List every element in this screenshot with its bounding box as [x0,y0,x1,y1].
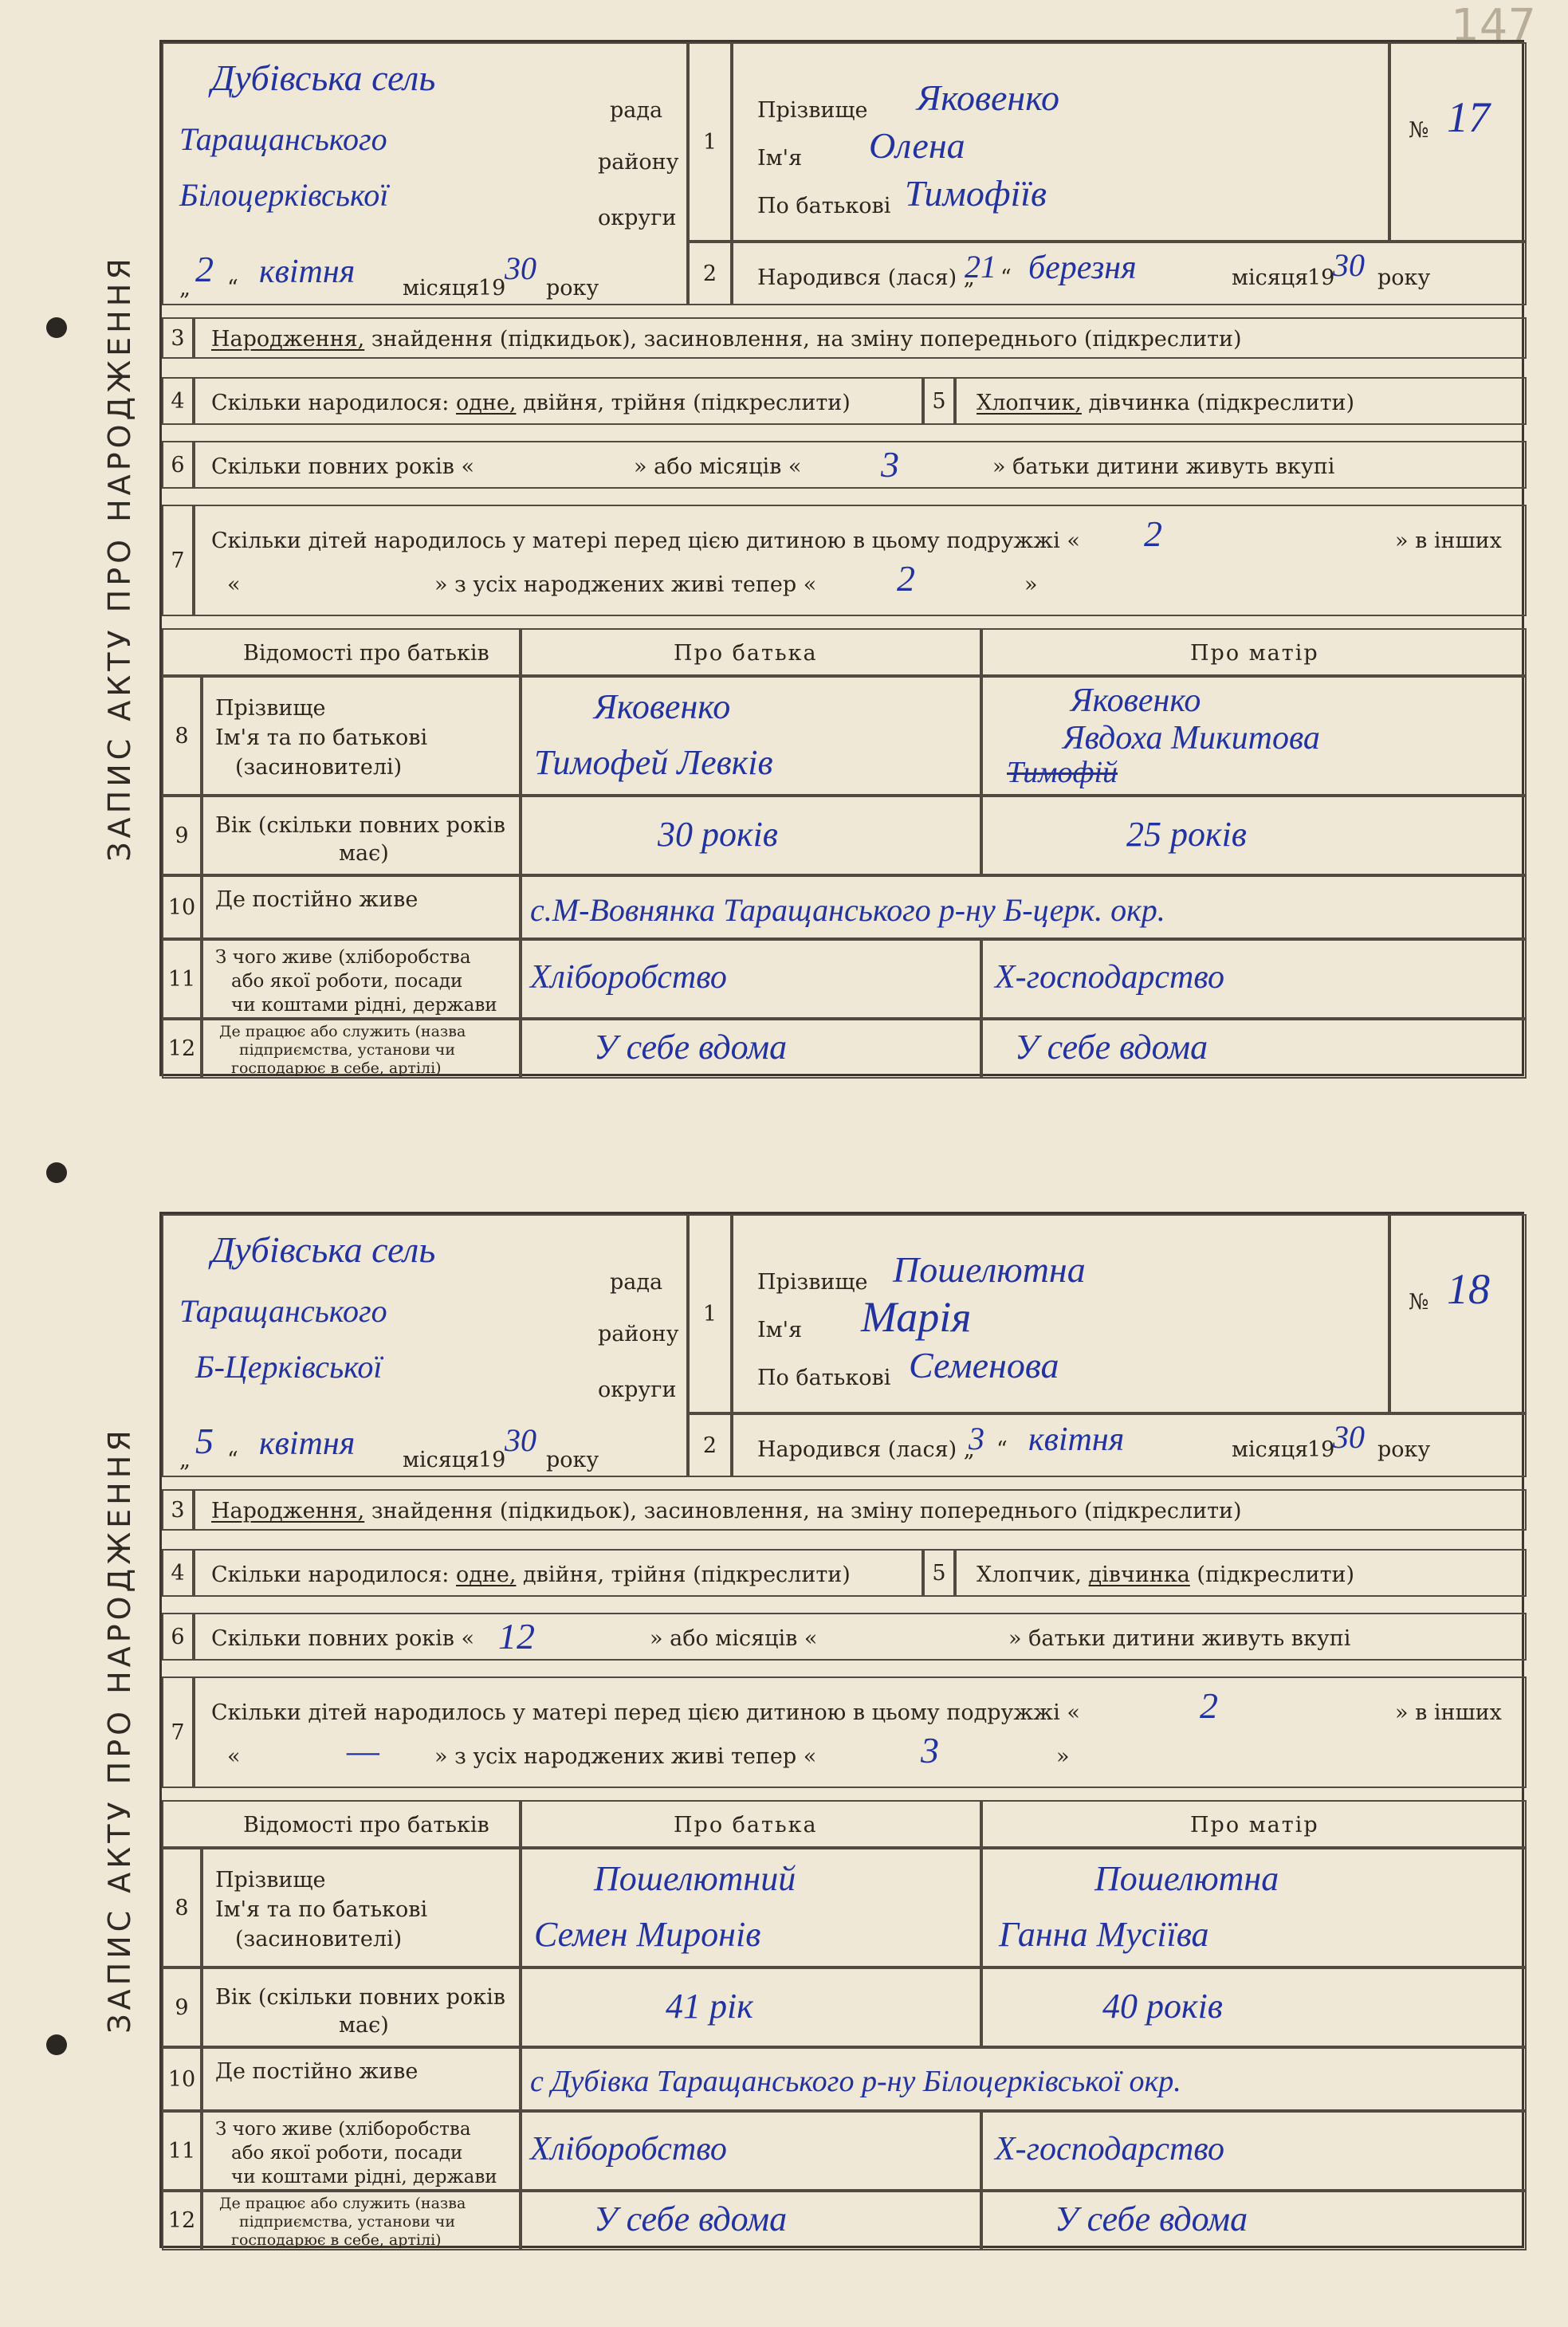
row-number: 6 [162,441,194,489]
mother-living-cell [981,939,1527,1019]
row-6 [194,441,1527,489]
row-number: 1 [688,42,732,242]
father-name-value: Семен Миронів [534,1915,761,1954]
row-10-label [202,875,521,939]
r12-l2: підприємства, установи чи [239,1041,455,1059]
row-7-line-1: Скільки дітей народилось у матері перед цією дитиною в цьому подружжі « [211,1700,1080,1725]
row-4 [194,1549,923,1597]
boy-option: Хлопчик, [977,1562,1082,1587]
okruha-label: округи [598,1378,677,1402]
r8-l3: (засиновителі) [235,1927,403,1952]
row-number: 6 [162,1613,194,1661]
row-9-label [202,1967,521,2047]
row-11-label [202,939,521,1019]
father-work-cell [521,1019,981,1079]
row-6-prefix: Скільки повних років « [211,454,475,479]
father-work-value: У себе вдома [594,2199,788,2239]
row-number: 12 [162,2191,202,2250]
mother-age-cell [981,1967,1527,2047]
patronymic-label: По батькові [757,1366,891,1390]
row-number: 11 [162,939,202,1019]
reg-month-value: квітня [259,254,356,290]
row-number: 5 [923,1549,955,1597]
r11-l2: або якої роботи, посади [231,2143,463,2164]
father-header: Про батька [674,1813,818,1838]
row-12-label [202,2191,521,2250]
name-value: Олена [869,125,965,166]
record-number-label: № [1409,118,1429,143]
record-number-value: 18 [1447,1265,1490,1313]
r12-l3: господарює в себе, артілі) [231,2231,442,2249]
council-value: Дубівська сель [211,57,436,98]
row-6-middle: » або місяців « [634,454,802,479]
reg-day-value: 2 [195,249,214,289]
row-number: 2 [688,242,732,305]
row-number: 10 [162,875,202,939]
row-9-label [202,796,521,875]
council-value: Дубівська сель [211,1229,436,1270]
one-child-underlined: одне, [455,1562,517,1587]
girl-underlined: дівчинка [1088,1562,1190,1587]
row-6-suffix: » батьки дитини живуть вкупі [1008,1626,1351,1651]
father-header-cell [521,1800,981,1848]
reg-year-label: року [546,1448,599,1472]
rayon-label: району [598,1322,679,1346]
region-value: Б-Церківської [195,1349,383,1385]
row-number: 9 [162,1967,202,2047]
father-name-value: Тимофей Левків [534,743,773,782]
row-7-line-2-mid: » з усіх народжених живі тепер « [434,572,817,597]
birth-month-value: квітня [1028,1421,1125,1458]
father-age-cell [521,1967,981,2047]
months-together-value: 3 [881,444,899,485]
row-number: 12 [162,1019,202,1079]
surname-value: Пошелютна [893,1249,1086,1290]
r10-label: Де постійно живе [215,2059,419,2084]
mother-header-cell [981,628,1527,676]
row-4-prefix: Скільки народилося: [211,1562,450,1587]
row-3-text [211,1500,1242,1522]
mother-name-struck: Тимофій [1007,756,1118,789]
row-7-open: « [227,572,241,597]
punch-hole-icon [46,1162,67,1183]
one-child-underlined: одне, [455,391,517,415]
mother-work-value: У себе вдома [1055,2199,1248,2239]
birth-day-close: “ [996,1437,1008,1462]
row-4-prefix: Скільки народилося: [211,391,450,415]
row-3-rest: знайдення (підкидьок), засиновлення, на зміну попереднього (підкреслити) [371,327,1242,352]
row-6-suffix: » батьки дитини живуть вкупі [992,454,1335,479]
row-5-text [977,392,1354,414]
row-7-line-1: Скільки дітей народилось у матері перед цією дитиною в цьому подружжі « [211,529,1080,553]
r11-l1: З чого живе (хліборобства [215,947,471,968]
father-surname-value: Яковенко [594,687,731,726]
row-5 [955,1549,1527,1597]
reg-year-value: 30 [505,1422,536,1458]
born-label: Народився (лася) „ [757,265,975,290]
r12-l3: господарює в себе, артілі) [231,1059,442,1077]
reg-date-close: “ [227,1448,238,1472]
r12-l1: Де працює або служить (назва [219,1023,466,1040]
name-label: Ім'я [757,1318,803,1342]
name-label: Ім'я [757,146,803,171]
r8-l2: Ім'я та по батькові [215,725,428,750]
district-value: Таращанського [179,121,387,157]
mother-age-cell [981,796,1527,875]
event-birth-underlined: Народження, [211,327,365,352]
row-7-line-1-end: » в інших [1395,529,1502,553]
residence-cell [521,875,1527,939]
row-number: 8 [162,1848,202,1967]
name-box [732,1214,1389,1413]
r11-l2: або якої роботи, посади [231,971,463,992]
father-age-value: 30 років [658,815,778,854]
r9-l1: Вік (скільки повних років [215,1985,505,2010]
patronymic-label: По батькові [757,194,891,218]
reg-date-open: „ [179,276,191,301]
r10-label: Де постійно живе [215,887,419,912]
mother-living-value: Х-господарство [995,959,1225,996]
row-4-rest: двійня, трійня (підкреслити) [523,391,851,415]
side-title [80,40,159,1076]
mother-age-value: 25 років [1126,815,1247,854]
birth-month-label: місяця [1232,1437,1309,1462]
name-value: Марія [861,1293,972,1341]
side-title [80,1212,159,2248]
father-age-cell [521,796,981,875]
surname-label: Прізвище [757,1270,868,1295]
mother-living-cell [981,2111,1527,2191]
row-4 [194,377,923,425]
reg-month-label: місяця [403,1448,480,1472]
father-header-cell [521,628,981,676]
father-name-cell [521,1848,981,1967]
father-age-value: 41 рік [666,1987,753,2026]
r9-l2: має) [339,2013,389,2038]
mother-name-cell [981,676,1527,796]
punch-hole-icon [46,317,67,338]
row-6 [194,1613,1527,1661]
registration-box [162,1214,688,1477]
birth-date-box [732,1413,1527,1477]
row-number: 10 [162,2047,202,2111]
birth-day-close: “ [1000,265,1012,290]
record-number-box [1389,1214,1527,1413]
r8-l1: Прізвище [215,1868,326,1893]
reg-year-value: 30 [505,250,536,286]
row-number: 1 [688,1214,732,1413]
row-5-suffix: (підкреслити) [1197,391,1355,415]
row-number: 3 [162,317,194,359]
r9-l1: Вік (скільки повних років [215,813,505,838]
mother-name-cell [981,1848,1527,1967]
row-8-label [202,1848,521,1967]
reg-date-open: „ [179,1448,191,1472]
event-birth-underlined: Народження, [211,1499,365,1523]
reg-year-label: року [546,276,599,301]
reg-year-prefix: 19 [478,1448,506,1472]
surname-label: Прізвище [757,98,868,123]
mother-age-value: 40 років [1102,1987,1223,2026]
birth-year-label: року [1377,265,1431,290]
boy-underlined: Хлопчик, [977,391,1082,415]
row-7-line-2-mid: » з усіх народжених живі тепер « [434,1744,817,1769]
parents-header: Відомості про батьків [243,1813,489,1838]
row-number: 3 [162,1489,194,1531]
rayon-label: району [598,150,679,175]
birth-year-prefix: 19 [1307,1437,1335,1462]
mother-work-cell [981,1019,1527,1079]
father-name-cell [521,676,981,796]
mother-living-value: Х-господарство [995,2131,1225,2168]
birth-date-box [732,242,1527,305]
record-number-label: № [1409,1290,1429,1315]
row-3 [194,317,1527,359]
row-7 [194,1676,1527,1788]
row-4-rest: двійня, трійня (підкреслити) [523,1562,851,1587]
residence-cell [521,2047,1527,2111]
mother-header: Про матір [1190,641,1319,666]
birth-year-prefix: 19 [1307,265,1335,290]
birth-year-value: 30 [1333,247,1365,283]
row-5-text [977,1564,1354,1586]
father-work-value: У себе вдома [594,1028,788,1067]
birth-record-17 [80,40,1524,1076]
row-6-prefix: Скільки повних років « [211,1626,475,1651]
prior-children-other-value: — [347,1730,379,1771]
r8-l2: Ім'я та по батькові [215,1897,428,1922]
row-number: 5 [923,377,955,425]
row-5 [955,377,1527,425]
born-label: Народився (лася) „ [757,1437,975,1462]
row-11-label [202,2111,521,2191]
r12-l2: підприємства, установи чи [239,2213,455,2231]
living-children-value: 3 [921,1730,939,1771]
mother-header-cell [981,1800,1527,1848]
record-number-value: 17 [1447,93,1490,141]
residence-value: с Дубівка Таращанського р-ну Білоцерківської окр. [530,2065,1181,2098]
row-4-text [211,392,851,414]
row-10-label [202,2047,521,2111]
okruha-label: округи [598,206,677,230]
birth-day-value: 3 [969,1421,984,1456]
side-title-text: ЗАПИС АКТУ ПРО НАРОДЖЕННЯ [102,254,137,862]
father-surname-value: Пошелютний [594,1859,796,1898]
row-3-rest: знайдення (підкидьок), засиновлення, на зміну попереднього (підкреслити) [371,1499,1242,1523]
side-title-text: ЗАПИС АКТУ ПРО НАРОДЖЕННЯ [102,1426,137,2034]
row-number: 7 [162,505,194,616]
mother-name-value: Ганна Мусіїва [999,1915,1209,1954]
birth-year-label: року [1377,1437,1431,1462]
name-box [732,42,1389,242]
r11-l3: чи коштами рідні, держави [231,995,497,1016]
father-header: Про батька [674,641,818,666]
r11-l3: чи коштами рідні, держави [231,2167,497,2187]
r12-l1: Де працює або служить (назва [219,2195,466,2212]
surname-value: Яковенко [917,77,1059,118]
parents-header: Відомості про батьків [243,641,489,666]
row-number: 4 [162,377,194,425]
row-3 [194,1489,1527,1531]
reg-day-value: 5 [195,1421,214,1461]
mother-work-cell [981,2191,1527,2250]
row-12-label [202,1019,521,1079]
reg-date-close: “ [227,276,238,301]
r9-l2: має) [339,841,389,866]
row-4-text [211,1564,851,1586]
birth-day-value: 21 [965,249,996,285]
father-living-value: Хліборобство [530,2131,727,2168]
mother-work-value: У себе вдома [1015,1028,1208,1067]
mother-surname-value: Яковенко [1071,682,1201,719]
row-number: 7 [162,1676,194,1788]
father-living-value: Хліборобство [530,959,727,996]
prior-children-this-value: 2 [1200,1685,1218,1726]
prior-children-this-value: 2 [1144,513,1162,554]
r8-l3: (засиновителі) [235,755,403,780]
father-living-cell [521,939,981,1019]
row-7-line-2-end: » [1056,1744,1070,1769]
r8-l1: Прізвище [215,696,326,721]
rada-label: рада [610,98,663,123]
reg-month-label: місяця [403,276,480,301]
father-work-cell [521,2191,981,2250]
reg-month-value: квітня [259,1425,356,1462]
birth-month-value: березня [1028,250,1137,286]
row-number: 9 [162,796,202,875]
rada-label: рада [610,1270,663,1295]
row-5-suffix: (підкреслити) [1197,1562,1355,1587]
row-7-line-2-end: » [1024,572,1038,597]
district-value: Таращанського [179,1293,387,1329]
row-7-open: « [227,1744,241,1769]
years-together-value: 12 [498,1616,535,1657]
row-8-label [202,676,521,796]
patronymic-value: Семенова [909,1345,1059,1386]
reg-year-prefix: 19 [478,276,506,301]
birth-year-value: 30 [1333,1419,1365,1455]
record-form [159,1212,1524,2248]
father-living-cell [521,2111,981,2191]
mother-name-value: Явдоха Микитова [1063,720,1320,757]
row-6-middle: » або місяців « [650,1626,818,1651]
row-number: 11 [162,2111,202,2191]
row-number: 4 [162,1549,194,1597]
row-3-text [211,328,1242,350]
mother-surname-value: Пошелютна [1094,1859,1279,1898]
row-7-line-1-end: » в інших [1395,1700,1502,1725]
record-form [159,40,1524,1076]
residence-value: с.М-Вовнянка Таращанського р-ну Б-церк. окр. [530,892,1165,928]
living-children-value: 2 [897,558,915,599]
registration-box [162,42,688,305]
r11-l1: З чого живе (хліборобства [215,2119,471,2140]
punch-hole-icon [46,2034,67,2055]
record-number-box [1389,42,1527,242]
birth-month-label: місяця [1232,265,1309,290]
mother-header: Про матір [1190,1813,1319,1838]
row-number: 2 [688,1413,732,1477]
birth-record-18 [80,1212,1524,2248]
girl-option: дівчинка [1088,391,1190,415]
row-7 [194,505,1527,616]
row-number: 8 [162,676,202,796]
parents-header-cell [162,1800,521,1848]
patronymic-value: Тимофіїв [905,173,1047,214]
region-value: Білоцерківської [179,177,389,213]
parents-header-cell [162,628,521,676]
page-number-corner: 147 [1451,0,1536,52]
